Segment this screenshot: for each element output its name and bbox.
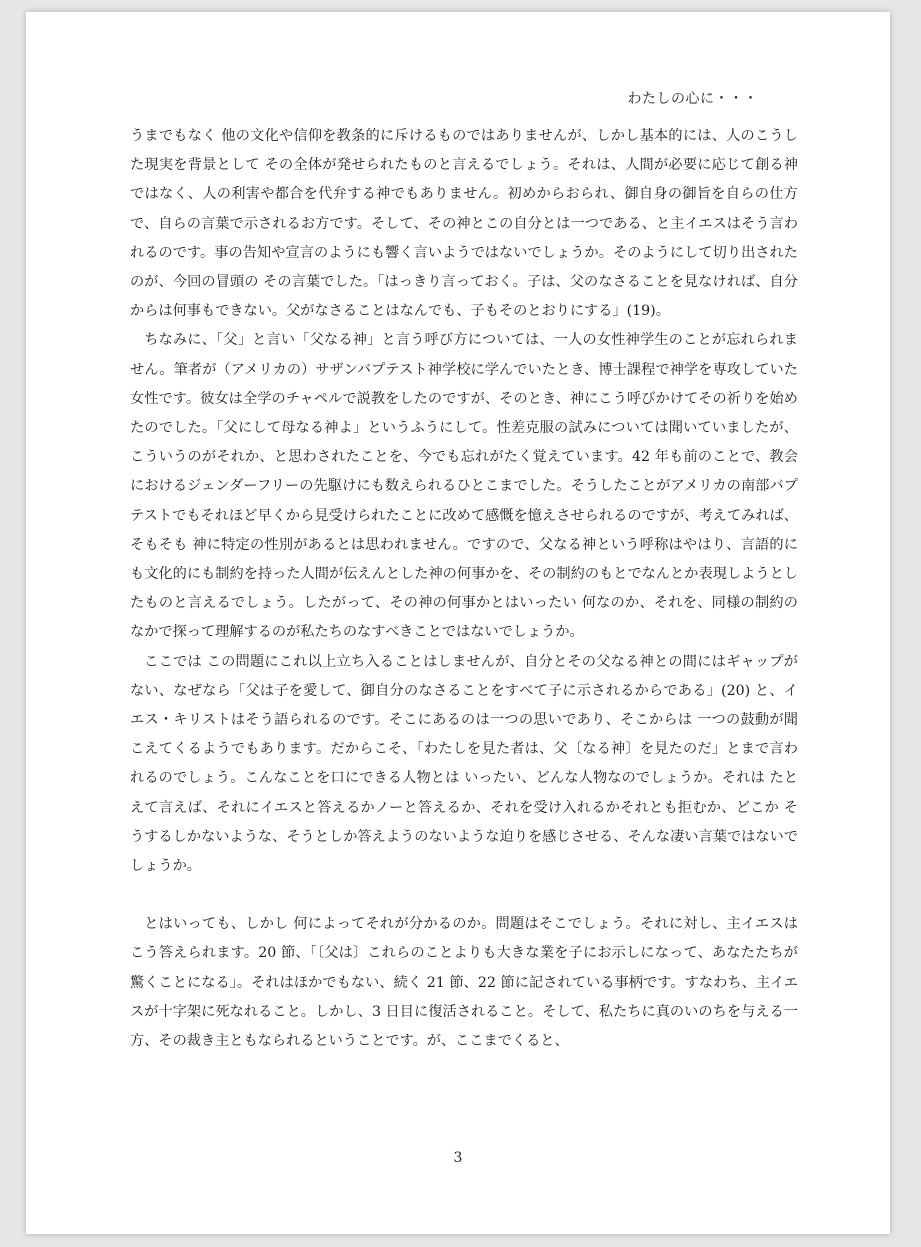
paragraph-continuation: うまでもなく 他の文化や信仰を教条的に斥けるものではありませんが、しかし基本的には、人のこうした現実を背景として その全体が発せられたものと言えるでしょう。それは、人間が必要に応じて創る神ではなく、人の利害や都合を代弁する神でもありません。初めからおられ、御自身の御旨を自らの仕方で、自らの言葉で示されるお方です。そして、その神とこの自分とは一つである、と主イエスはそう言われるのです。事の告知や宣言のようにも響く言いようではないでしょうか。そのようにして切り出されたのが、今回の冒頭の その言葉でした。「はっきり言っておく。子は、父のなさることを見なければ、自分からは何事もできない。父がなさることはなんでも、子もそのとおりにする」(19)。 (130, 128, 798, 320)
running-header: わたしの心に・・・ (627, 91, 758, 107)
paragraph-female-seminarian: ちなみに、「父」と言い「父なる神」と言う呼び方については、一人の女性神学生のことが忘れられません。筆者が（アメリカの）サザンバプテスト神学校に学んでいたとき、博士課程で神学を専攻していた女性です。彼女は全学のチャペルで説教をしたのですが、そのとき、神にこう呼びかけてその祈りを始めたのでした。「父にして母なる神よ」というふうにして。性差克服の試みについては聞いていましたが、こういうのがそれか、と思わされたことを、今でも忘れがたく覚えています。42 年も前のことで、教会におけるジェンダーフリーの先駆けにも数えられるひとこまでした。そうしたことがアメリカの南部バプテストでもそれほど早くから見受けられたことに改めて感慨を憶えさせられるのですが、考えてみれば、そもそも 神に特定の性別があるとは思われません。ですので、父なる神という呼称はやはり、言語的にも文化的にも制約を持った人間が伝えんとした神の何事かを、その制約のもとでなんとか表現しようとしたものと言えるでしょう。したがって、その神の何事かとはいったい 何なのか、それを、同様の制約のなかで探って理解するのが私たちのなすべきことではないでしょうか。 (130, 332, 798, 641)
page-number: 3 (453, 1150, 463, 1166)
paragraph-greater-works: とはいっても、しかし 何によってそれが分かるのか。問題はそこでしょう。それに対し、主イエスはこう答えられます。20 節、「〔父は〕これらのことよりも大きな業を子にお示しになって、あなたたちが驚くことになる」。それはほかでもない、続く 21 節、22 節に記されている事柄です。すなわち、主イエスが十字架に死なれること。しかし、3 日目に復活されること。そして、私たちに真のいのちを与える一方、その裁き主ともなられるということです。が、ここまでくると、 (130, 916, 798, 1050)
body-text (130, 122, 798, 1056)
document-page (26, 12, 890, 1234)
paragraph-father-son-unity: ここでは この問題にこれ以上立ち入ることはしませんが、自分とその父なる神との間にはギャップがない、なぜなら「父は子を愛して、御自分のなさることをすべて子に示されるからである」(20) と、イエス・キリストはそう語られるのです。そこにあるのは一つの思いであり、そこからは 一つの鼓動が聞こえてくるようでもあります。だからこそ、「わたしを見た者は、父〔なる神〕を見たのだ」とまで言われるのでしょう。こんなことを口にできる人物とは いったい、どんな人物なのでしょうか。それは たとえて言えば、それにイエスと答えるかノーと答えるか、それを受け入れるかそれとも拒むか、どこか そうするしかないような、そうとしか答えようのないような迫りを感じさせる、そんな凄い言葉ではないでしょうか。 (130, 653, 798, 875)
